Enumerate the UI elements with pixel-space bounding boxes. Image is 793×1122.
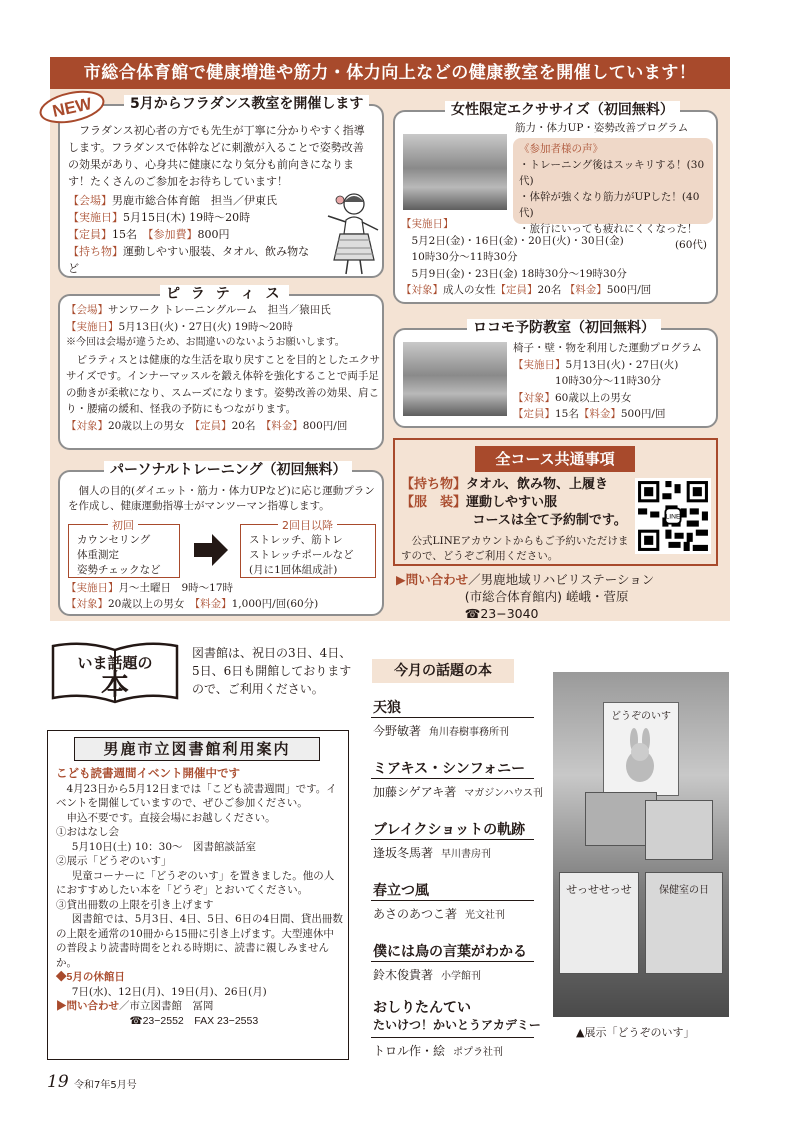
issue-label: 令和7年5月号 bbox=[74, 1080, 137, 1091]
women-details: 【実施日】 5月2日(金)・16日(金)・20日(火)・30日(金) 10時30分〜11時30分 5月9日(金)・23日(金) 18時30分〜19時30分 【対象】成人の女性【定員】20名 【料金】500円/回 bbox=[401, 218, 652, 296]
svg-text:LINE: LINE bbox=[665, 513, 681, 521]
book-author: 加藤シゲアキ著 マガジンハウス刊 bbox=[373, 785, 544, 799]
display-book-cover: せっせせっせ bbox=[559, 872, 639, 974]
hula-details: 【会場】男鹿市総合体育館 担当／伊東氏 【実施日】5月15日(木) 19時〜20時 【定員】15名 【参加費】800円 【持ち物】運動しやすい服装、タオル、飲み物など bbox=[68, 194, 310, 275]
new-badge bbox=[38, 90, 108, 124]
common-title: 全コース共通事項 bbox=[475, 446, 635, 472]
hula-dancer-illustration bbox=[320, 190, 382, 276]
book-item: 僕には鳥の言葉がわかる bbox=[373, 944, 527, 960]
locomo-title: ロコモ予防教室（初回無料） bbox=[467, 319, 661, 337]
pilates-box bbox=[58, 286, 384, 450]
hula-box bbox=[58, 96, 384, 278]
book-author: トロル作・絵 ポプラ社刊 bbox=[373, 1044, 504, 1058]
personal-title: パーソナルトレーニング（初回無料） bbox=[104, 461, 352, 479]
women-title: 女性限定エクササイズ（初回無料） bbox=[445, 101, 680, 119]
book-author: あさのあつこ著 光文社刊 bbox=[373, 907, 506, 921]
pilates-title: ピ ラ テ ィ ス bbox=[160, 285, 289, 303]
common-info-box bbox=[393, 438, 718, 566]
hula-title: 5月からフラダンス教室を開催します bbox=[124, 95, 369, 113]
participant-voices: 《参加者様の声》 ・トレーニング後はスッキリする！(30代) ・体幹が強くなり筋力がUPした！(40代) ・旅行にいっても疲れにくくなった！ (60代) bbox=[513, 138, 713, 224]
library-holiday-notice: 図書館は、祝日の3日、4日、5日、6日も開館しておりますので、ご利用ください。 bbox=[192, 646, 352, 696]
first-session-box: カウンセリング 体重測定 姿勢チェックなど bbox=[68, 524, 180, 578]
women-subtitle: 筋力・体力UP・姿勢改善プログラム bbox=[515, 122, 689, 134]
section-banner: 市総合体育館で健康増進や筋力・体力向上などの健康教室を開催しています！ bbox=[50, 57, 730, 89]
book-item: ミアキス・シンフォニー bbox=[373, 761, 526, 777]
book-corner-logo: いま話題の 本 bbox=[47, 640, 183, 710]
book-item: 天狼 bbox=[373, 700, 401, 716]
book-author: 逢坂冬馬著 早川書房刊 bbox=[373, 846, 492, 860]
personal-body: 個人の目的(ダイエット・筋力・体力UPなど)に応じ運動プランを作成し、健康運動指導士がマンツーマン指導します。 bbox=[68, 485, 375, 512]
women-exercise-box bbox=[393, 102, 718, 304]
common-items: 【持ち物】タオル、飲み物、上履き 【服 装】運動しやすい服 コースは全て予約制です。 bbox=[401, 477, 627, 528]
book-item: ブレイクショットの軌跡 bbox=[373, 822, 526, 838]
photo-caption: ▲展示「どうぞのいす」 bbox=[576, 1026, 695, 1039]
svg-text:NEW: NEW bbox=[50, 94, 94, 121]
locomo-photo bbox=[403, 342, 507, 416]
personal-details: 【実施日】月〜土曜日 9時〜17時 【対象】20歳以上の男女 【料金】1,000円/回(60分) bbox=[66, 582, 319, 610]
pilates-details: 【会場】サンワーク トレーニングルーム 担当／猿田氏 【実施日】5月13日(火)・27日(火) 19時〜20時 ※今回は会場が違うため、お間違いのないようお願いします。 ピラティスとは健康的な生活を取り戻すことを目的としたエクササイズです。インナーマッスルを鍛え体幹を強化することで両手足の動きが柔軟になり、スムーズになります。姿勢改善の効果、肩こり・腰痛の緩和、怪我の予防にもつながります。 【対象】20歳以上の男女 【定員】20名 【料金】800円/回 bbox=[66, 304, 381, 432]
health-contact: ▶問い合わせ／男鹿地域リハビリステーション (市総合体育館内) 嵯峨・菅原 ☎23−3040 bbox=[396, 572, 655, 621]
arrow-right-icon bbox=[194, 534, 228, 566]
second-session-tag: 2回目以降 bbox=[278, 517, 337, 533]
locomo-box bbox=[393, 320, 718, 428]
display-book-cover: 保健室の日 bbox=[645, 872, 723, 974]
book-author: 鈴木俊貴著 小学館刊 bbox=[373, 968, 482, 982]
line-qr-code-icon[interactable] bbox=[635, 478, 711, 554]
locomo-details: 椅子・壁・物を利用した運動プログラム 【実施日】5月13日(火)・27日(火) 10時30分〜11時30分 【対象】60歳以上の男女 【定員】15名【料金】500円/回 bbox=[513, 342, 702, 420]
second-session-box: ストレッチ、筋トレ ストレッチポールなど (月に1回体組成計) bbox=[240, 524, 376, 578]
library-content: こども読書週間イベント開催中です 4月23日から5月12日までは「こども読書週間」です。イベントを開催していますので、ぜひご参加ください。 申込不要です。直接会場にお越しください。 ①おはなし会 5月10日(土) 10：30〜 図書館談話室 ②展示「どうぞのいす」 児童コーナーに「どうぞのいす」を置きました。他の人におすすめしたい本を「どうぞ」とおいてください。 ③貸出冊数の上限を引き上げます 図書館では、5月3日、4日、5日、6日の4日間、貸出冊数の上限を通常の10冊から15冊に引き上げます。大型連休中の普段より読書時間をとれる時期に、読書に親しみませんか。 ◆5月の休館日 7日(水)、12日(月)、19日(月)、26日(月) ▶問い合わせ／市立図書館 冨岡 ☎23−2552 FAX 23−2553 bbox=[56, 768, 343, 1027]
topic-books-title: 今月の話題の本 bbox=[372, 659, 514, 683]
display-book-cover: どうぞのいす bbox=[603, 702, 679, 796]
library-info-box bbox=[47, 730, 349, 1060]
display-book-cover bbox=[645, 800, 713, 860]
display-photo bbox=[553, 672, 729, 1017]
personal-training-box bbox=[58, 462, 384, 616]
book-item: おしりたんてい たいけつ！かいとうアカデミー bbox=[373, 1000, 541, 1032]
book-item: 春立つ風 bbox=[373, 883, 429, 899]
women-exercise-photo bbox=[403, 134, 507, 210]
line-info: 公式LINEアカウントからもご予約いただけますので、どうぞご利用ください。 bbox=[401, 535, 629, 562]
page-number: 19 bbox=[47, 1072, 69, 1092]
library-title: 男鹿市立図書館利用案内 bbox=[74, 737, 320, 761]
hula-body: フラダンス初心者の方でも先生が丁寧に分かりやすく指導します。フラダンスで体幹などに刺激が入ることで姿勢改善の効果があり、心身共に健康になり気分も前向きになります！たくさんのご参加をお待ちしています！ bbox=[68, 124, 365, 188]
book-author: 今野敏著 角川春樹事務所刊 bbox=[373, 724, 510, 738]
first-session-tag: 初回 bbox=[108, 517, 138, 533]
